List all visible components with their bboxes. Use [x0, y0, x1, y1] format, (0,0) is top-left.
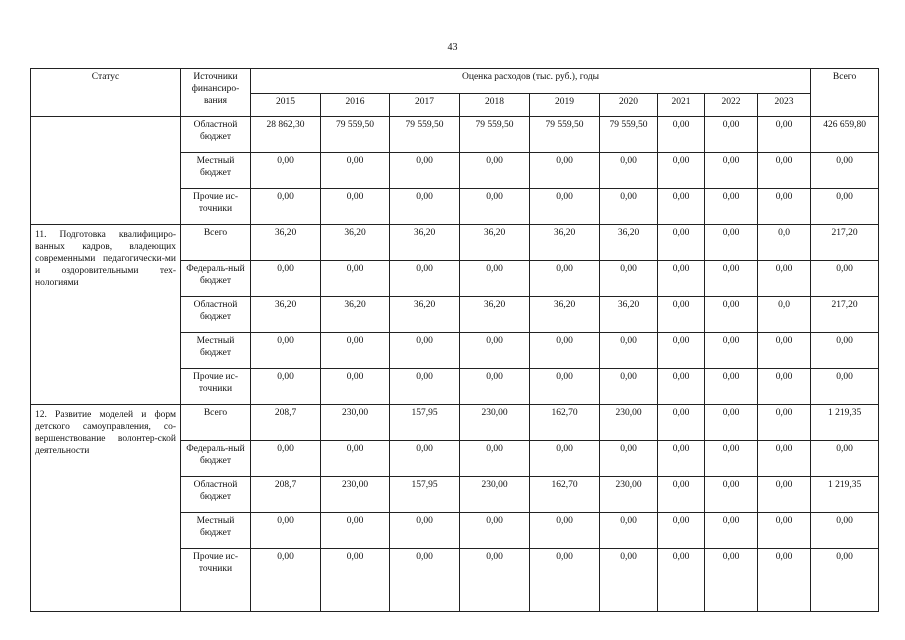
value-cell: 0,00 — [251, 441, 321, 477]
value-cell: 0,00 — [390, 549, 460, 612]
table-body — [31, 117, 879, 612]
value-cell: 79 559,50 — [321, 117, 390, 153]
value-cell: 0,00 — [321, 333, 390, 369]
value-cell: 0,00 — [658, 549, 705, 612]
value-cell: 0,00 — [530, 261, 600, 297]
value-cell: 0,00 — [758, 189, 811, 225]
value-cell: 0,00 — [758, 549, 811, 612]
value-cell: 157,95 — [390, 405, 460, 441]
value-cell: 0,00 — [658, 333, 705, 369]
value-cell: 0,00 — [758, 477, 811, 513]
value-cell: 0,00 — [658, 405, 705, 441]
value-cell: 230,00 — [321, 405, 390, 441]
value-cell: 0,00 — [658, 297, 705, 333]
value-cell: 0,00 — [251, 153, 321, 189]
value-cell: 0,00 — [530, 513, 600, 549]
status-header: Статус — [31, 69, 181, 117]
value-cell: 0,00 — [705, 225, 758, 261]
value-cell: 0,00 — [530, 153, 600, 189]
year-header: 2018 — [460, 94, 530, 117]
value-cell: 0,00 — [390, 189, 460, 225]
source-cell: Прочие ис-точники — [181, 189, 251, 225]
value-cell: 0,00 — [530, 369, 600, 405]
value-cell: 36,20 — [390, 297, 460, 333]
value-cell: 0,00 — [658, 153, 705, 189]
value-cell: 0,00 — [658, 117, 705, 153]
value-cell: 0,00 — [600, 513, 658, 549]
value-cell: 0,00 — [460, 369, 530, 405]
value-cell: 0,00 — [600, 153, 658, 189]
total-cell: 0,00 — [811, 513, 879, 549]
value-cell: 0,00 — [460, 549, 530, 612]
value-cell: 0,00 — [600, 189, 658, 225]
value-cell: 0,00 — [321, 189, 390, 225]
table-row — [31, 117, 879, 153]
status-cell: 11. Подготовка квалифициро-ванных кадров, владеющих современными педагогически-ми и оздоровительными тех-нологиями — [31, 225, 181, 405]
year-header: 2015 — [251, 94, 321, 117]
value-cell: 36,20 — [321, 225, 390, 261]
value-cell: 162,70 — [530, 405, 600, 441]
source-cell: Всего — [181, 225, 251, 261]
value-cell: 0,00 — [758, 441, 811, 477]
value-cell: 0,00 — [658, 477, 705, 513]
value-cell: 0,00 — [321, 513, 390, 549]
value-cell: 0,00 — [705, 189, 758, 225]
value-cell: 0,00 — [321, 369, 390, 405]
value-cell: 230,00 — [600, 405, 658, 441]
value-cell: 0,00 — [390, 333, 460, 369]
table-row — [31, 405, 879, 441]
value-cell: 0,00 — [658, 189, 705, 225]
value-cell: 0,00 — [705, 261, 758, 297]
value-cell: 36,20 — [600, 297, 658, 333]
value-cell: 0,00 — [658, 441, 705, 477]
source-cell: Федераль-ный бюджет — [181, 261, 251, 297]
value-cell: 0,00 — [600, 261, 658, 297]
value-cell: 36,20 — [390, 225, 460, 261]
year-header: 2022 — [705, 94, 758, 117]
value-cell: 230,00 — [321, 477, 390, 513]
value-cell: 0,00 — [758, 153, 811, 189]
year-header: 2023 — [758, 94, 811, 117]
value-cell: 36,20 — [600, 225, 658, 261]
value-cell: 0,00 — [705, 333, 758, 369]
value-cell: 36,20 — [460, 225, 530, 261]
value-cell: 36,20 — [251, 297, 321, 333]
total-cell: 0,00 — [811, 189, 879, 225]
source-cell: Местный бюджет — [181, 333, 251, 369]
value-cell: 0,00 — [600, 333, 658, 369]
value-cell: 0,00 — [705, 369, 758, 405]
value-cell: 0,00 — [321, 549, 390, 612]
value-cell: 0,00 — [460, 153, 530, 189]
value-cell: 0,00 — [530, 189, 600, 225]
value-cell: 0,00 — [658, 225, 705, 261]
value-cell: 0,00 — [390, 153, 460, 189]
value-cell: 0,00 — [390, 369, 460, 405]
value-cell: 0,00 — [705, 405, 758, 441]
value-cell: 0,00 — [530, 441, 600, 477]
year-header: 2021 — [658, 94, 705, 117]
budget-table — [30, 68, 879, 612]
value-cell: 0,00 — [758, 405, 811, 441]
value-cell: 0,00 — [758, 369, 811, 405]
estimate-header: Оценка расходов (тыс. руб.), годы — [251, 69, 811, 94]
total-cell: 426 659,80 — [811, 117, 879, 153]
value-cell: 0,00 — [600, 441, 658, 477]
total-cell: 0,00 — [811, 261, 879, 297]
value-cell: 0,00 — [758, 513, 811, 549]
source-cell: Федераль-ный бюджет — [181, 441, 251, 477]
source-cell: Всего — [181, 405, 251, 441]
source-cell: Областной бюджет — [181, 117, 251, 153]
value-cell: 79 559,50 — [600, 117, 658, 153]
value-cell: 0,00 — [705, 153, 758, 189]
source-cell: Областной бюджет — [181, 297, 251, 333]
value-cell: 0,00 — [460, 333, 530, 369]
value-cell: 0,00 — [460, 261, 530, 297]
value-cell: 0,00 — [658, 369, 705, 405]
value-cell: 0,00 — [390, 513, 460, 549]
value-cell: 0,00 — [321, 441, 390, 477]
total-cell: 0,00 — [811, 549, 879, 612]
source-cell: Прочие ис-точники — [181, 369, 251, 405]
total-cell: 217,20 — [811, 225, 879, 261]
year-header: 2019 — [530, 94, 600, 117]
year-header: 2020 — [600, 94, 658, 117]
total-header: Всего — [811, 69, 879, 117]
value-cell: 0,00 — [705, 441, 758, 477]
value-cell: 208,7 — [251, 477, 321, 513]
total-cell: 217,20 — [811, 297, 879, 333]
value-cell: 0,0 — [758, 297, 811, 333]
table-row — [31, 225, 879, 261]
value-cell: 0,00 — [530, 333, 600, 369]
sources-header: Источники финансиро-вания — [181, 69, 251, 117]
total-cell: 0,00 — [811, 441, 879, 477]
source-cell: Местный бюджет — [181, 153, 251, 189]
value-cell: 0,00 — [758, 117, 811, 153]
status-cell: 12. Развитие моделей и форм детского самоуправления, со-вершенствование волонтер-ской деятельности — [31, 405, 181, 612]
value-cell: 0,00 — [758, 261, 811, 297]
value-cell: 36,20 — [530, 225, 600, 261]
value-cell: 0,00 — [251, 369, 321, 405]
value-cell: 79 559,50 — [460, 117, 530, 153]
value-cell: 79 559,50 — [390, 117, 460, 153]
value-cell: 0,00 — [460, 189, 530, 225]
value-cell: 230,00 — [600, 477, 658, 513]
value-cell: 79 559,50 — [530, 117, 600, 153]
total-cell: 1 219,35 — [811, 477, 879, 513]
status-cell — [31, 117, 181, 225]
year-header: 2016 — [321, 94, 390, 117]
value-cell: 0,00 — [460, 513, 530, 549]
value-cell: 208,7 — [251, 405, 321, 441]
value-cell: 36,20 — [251, 225, 321, 261]
value-cell: 0,00 — [390, 441, 460, 477]
value-cell: 0,00 — [530, 549, 600, 612]
value-cell: 0,00 — [705, 117, 758, 153]
value-cell: 0,00 — [758, 333, 811, 369]
value-cell: 0,00 — [390, 261, 460, 297]
source-cell: Прочие ис-точники — [181, 549, 251, 612]
value-cell: 0,00 — [251, 333, 321, 369]
value-cell: 157,95 — [390, 477, 460, 513]
value-cell: 0,00 — [658, 261, 705, 297]
source-cell: Местный бюджет — [181, 513, 251, 549]
value-cell: 0,00 — [705, 549, 758, 612]
value-cell: 0,00 — [251, 261, 321, 297]
value-cell: 0,00 — [251, 549, 321, 612]
total-cell: 0,00 — [811, 153, 879, 189]
value-cell: 0,00 — [251, 513, 321, 549]
total-cell: 0,00 — [811, 369, 879, 405]
value-cell: 0,00 — [705, 513, 758, 549]
table-header — [31, 69, 879, 117]
source-cell: Областной бюджет — [181, 477, 251, 513]
value-cell: 36,20 — [321, 297, 390, 333]
value-cell: 162,70 — [530, 477, 600, 513]
year-header: 2017 — [390, 94, 460, 117]
value-cell: 0,0 — [758, 225, 811, 261]
value-cell: 36,20 — [460, 297, 530, 333]
value-cell: 0,00 — [460, 441, 530, 477]
value-cell: 230,00 — [460, 477, 530, 513]
value-cell: 0,00 — [705, 477, 758, 513]
page-number: 43 — [447, 42, 458, 53]
value-cell: 0,00 — [321, 261, 390, 297]
value-cell: 36,20 — [530, 297, 600, 333]
value-cell: 28 862,30 — [251, 117, 321, 153]
value-cell: 0,00 — [251, 189, 321, 225]
total-cell: 0,00 — [811, 333, 879, 369]
total-cell: 1 219,35 — [811, 405, 879, 441]
value-cell: 0,00 — [658, 513, 705, 549]
value-cell: 0,00 — [600, 549, 658, 612]
value-cell: 230,00 — [460, 405, 530, 441]
value-cell: 0,00 — [705, 297, 758, 333]
value-cell: 0,00 — [600, 369, 658, 405]
value-cell: 0,00 — [321, 153, 390, 189]
